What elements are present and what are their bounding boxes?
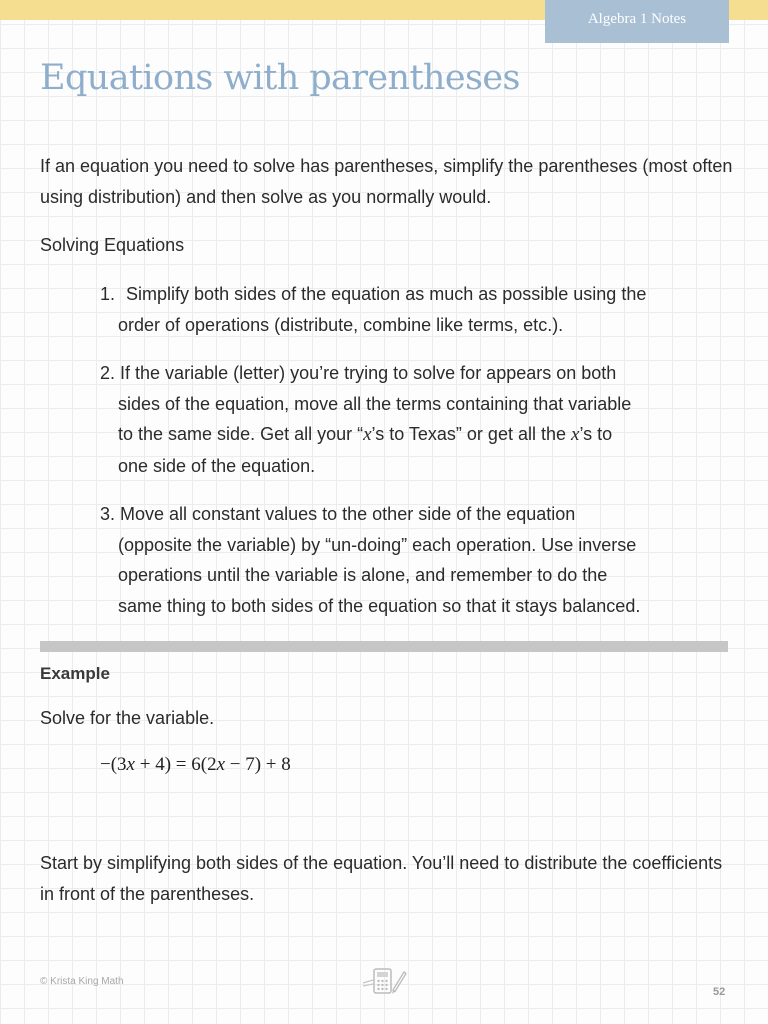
solving-heading: Solving Equations [40, 235, 185, 255]
step-text: same thing to both sides of the equation so that it stays balanced. [118, 595, 641, 616]
equation-variable: x [216, 754, 226, 775]
step-3 [100, 499, 730, 621]
page-title: Equations with parentheses [40, 58, 520, 98]
step-number: 2. [100, 363, 116, 383]
equation-part: −(3 [100, 754, 127, 775]
variable-x: x [363, 424, 372, 445]
text-fragment: ’s to Texas” or get all the [371, 424, 571, 444]
step-text-with-vars [100, 419, 730, 451]
step-number: 1. [100, 284, 116, 304]
variable-x: x [571, 424, 580, 445]
page-number: 52 [713, 986, 726, 998]
example-prompt: Solve for the variable. [40, 708, 215, 728]
example-label: Example [40, 664, 110, 683]
step-text: Move all constant values to the other side of the equation [120, 504, 576, 524]
step-text: If the variable (letter) you’re trying to solve for appears on both [120, 363, 617, 383]
step-number: 3. [100, 504, 116, 524]
equation-variable: x [126, 754, 135, 775]
step-text: sides of the equation, move all the terms containing that variable [118, 393, 632, 414]
intro-paragraph: If an equation you need to solve has parentheses, simplify the parentheses (most often using distribution) and then solve as you normally would. [40, 156, 733, 207]
step-1 [100, 279, 730, 340]
equation-part: + 4) = 6(2 [134, 754, 217, 775]
explanation-paragraph: Start by simplifying both sides of the equation. You’ll need to distribute the coefficients in front of the parentheses. [40, 853, 723, 904]
step-text: (opposite the variable) by “un-doing” each operation. Use inverse [118, 534, 637, 555]
example-equation [100, 754, 291, 776]
text-fragment: ’s to [579, 424, 613, 444]
step-text: order of operations (distribute, combine like terms, etc.). [118, 314, 564, 335]
copyright-text: © Krista King Math [40, 976, 124, 987]
step-text: operations until the variable is alone, and remember to do the [118, 565, 608, 585]
step-2 [100, 358, 730, 481]
section-divider [40, 641, 728, 652]
equation-part: − 7) + 8 [225, 754, 291, 775]
calculator-pencil-icon [362, 966, 408, 996]
step-text: Simplify both sides of the equation as much as possible using the [126, 284, 647, 304]
section-tag: Algebra 1 Notes [545, 0, 729, 43]
text-fragment: to the same side. Get all your “ [118, 424, 364, 444]
step-text: one side of the equation. [118, 455, 316, 476]
